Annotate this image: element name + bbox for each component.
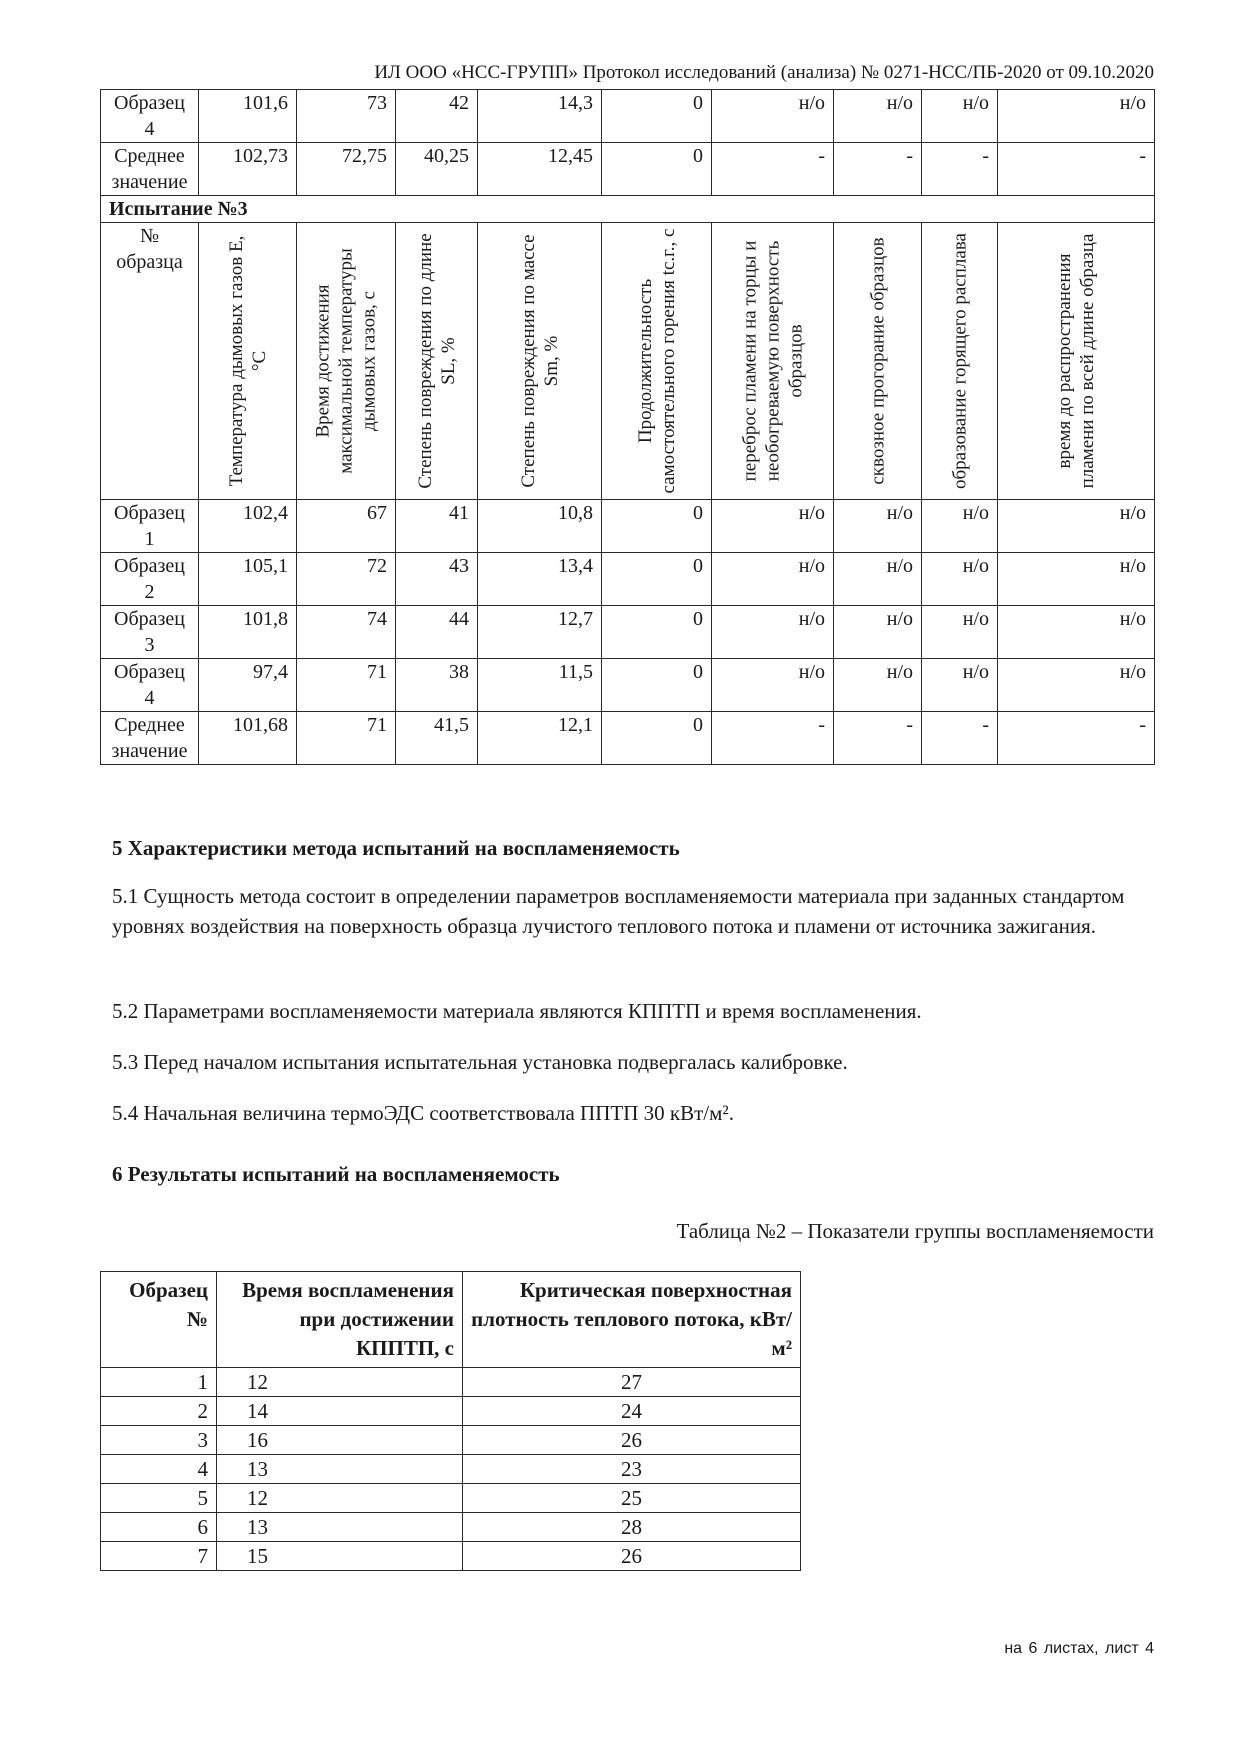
- cell-value: н/о: [834, 659, 922, 712]
- cell-value: 13: [217, 1455, 463, 1484]
- cell-value: -: [712, 712, 834, 765]
- table-row: [101, 606, 1155, 659]
- rotated-column-header: [712, 223, 834, 500]
- cell-value: 71: [297, 712, 396, 765]
- cell-value: 12,1: [478, 712, 602, 765]
- section-title: Испытание №3: [101, 196, 1155, 223]
- cell-value: 12,45: [478, 143, 602, 196]
- table-2-caption: Таблица №2 – Показатели группы воспламеняемости: [676, 1219, 1154, 1243]
- cell-value: 27: [463, 1368, 801, 1397]
- page-footer: на 6 листах, лист 4: [1004, 1640, 1154, 1657]
- sample-label: Образец 4: [101, 659, 199, 712]
- cell-value: 4: [101, 1455, 217, 1484]
- cell-value: н/о: [712, 606, 834, 659]
- cell-value: 73: [297, 90, 396, 143]
- column-header-row: [101, 223, 1155, 500]
- rotated-header-box: [199, 223, 296, 499]
- cell-value: 43: [396, 553, 478, 606]
- flammability-table: [100, 1271, 801, 1571]
- section-row: [101, 196, 1155, 223]
- cell-value: -: [834, 143, 922, 196]
- cell-value: 12: [217, 1368, 463, 1397]
- rotated-header-box: [834, 223, 921, 499]
- rotated-header-box: [922, 223, 997, 499]
- table-row: [101, 1397, 801, 1426]
- cell-value: 101,68: [199, 712, 297, 765]
- cell-value: -: [922, 712, 998, 765]
- cell-value: 15: [217, 1542, 463, 1571]
- cell-value: 3: [101, 1426, 217, 1455]
- cell-value: 102,4: [199, 500, 297, 553]
- paragraph-5-1: 5.1 Сущность метода состоит в определении параметров воспламеняемости материала при заданных стандартом уровнях воздействия на поверхность образца лучистого теплового потока и пламени от источника зажигания.: [112, 884, 1125, 938]
- table-row: [101, 90, 1155, 143]
- sample-label: Среднее значение: [101, 143, 199, 196]
- table-row: [101, 1455, 801, 1484]
- cell-value: н/о: [998, 553, 1155, 606]
- cell-value: 12,7: [478, 606, 602, 659]
- rotated-header-text: Температура дымовых газов E, °C: [225, 235, 270, 487]
- cell-value: н/о: [834, 553, 922, 606]
- cell-value: 71: [297, 659, 396, 712]
- table-row: [101, 500, 1155, 553]
- sample-label: Образец 1: [101, 500, 199, 553]
- cell-value: 14: [217, 1397, 463, 1426]
- cell-value: н/о: [922, 500, 998, 553]
- rotated-header-text: Степень повреждения по длине SL, %: [414, 233, 459, 489]
- cell-value: н/о: [922, 553, 998, 606]
- rotated-header-box: [998, 223, 1154, 499]
- cell-value: 28: [463, 1513, 801, 1542]
- rotated-header-box: [602, 223, 711, 499]
- paragraph-5-2: 5.2 Параметрами воспламеняемости материала являются КППТП и время воспламенения.: [112, 999, 922, 1023]
- cell-value: 102,73: [199, 143, 297, 196]
- cell-value: 26: [463, 1426, 801, 1455]
- paragraph-5-3: 5.3 Перед началом испытания испытательная установка подвергалась калибровке.: [112, 1050, 848, 1074]
- rotated-header-text: Время достижения максимальной температуры дымовых газов, с: [312, 248, 380, 474]
- cell-value: н/о: [712, 553, 834, 606]
- section-5-title: 5 Характеристики метода испытаний на воспламеняемость: [112, 836, 680, 860]
- cell-value: 26: [463, 1542, 801, 1571]
- cell-value: н/о: [998, 606, 1155, 659]
- rotated-header-box: [297, 223, 395, 499]
- cell-value: н/о: [922, 606, 998, 659]
- table-row: [101, 659, 1155, 712]
- cell-value: -: [922, 143, 998, 196]
- cell-value: 11,5: [478, 659, 602, 712]
- paragraph-5-4: 5.4 Начальная величина термоЭДС соответствовала ППТП 30 кВт/м².: [112, 1101, 734, 1125]
- rotated-column-header: [297, 223, 396, 500]
- table-row: [101, 1426, 801, 1455]
- flammability-body: [101, 1368, 801, 1571]
- header-sample-number: Образец №: [101, 1272, 217, 1368]
- cell-value: 25: [463, 1484, 801, 1513]
- test-results-table: [100, 89, 1155, 765]
- sample-label: Образец 3: [101, 606, 199, 659]
- rotated-column-header: [199, 223, 297, 500]
- cell-value: 105,1: [199, 553, 297, 606]
- cell-value: 24: [463, 1397, 801, 1426]
- sample-label: Образец 4: [101, 90, 199, 143]
- table-row: [101, 553, 1155, 606]
- cell-value: 0: [602, 143, 712, 196]
- table-row: [101, 1368, 801, 1397]
- cell-value: -: [834, 712, 922, 765]
- cell-value: 14,3: [478, 90, 602, 143]
- cell-value: 0: [602, 553, 712, 606]
- cell-value: 0: [602, 500, 712, 553]
- rotated-column-header: [834, 223, 922, 500]
- cell-value: 5: [101, 1484, 217, 1513]
- rotated-column-header: [922, 223, 998, 500]
- header-critical-heat-flux: Критическая поверхностная плотность теплового потока, кВт/м²: [463, 1272, 801, 1368]
- cell-value: н/о: [834, 500, 922, 553]
- cell-value: 6: [101, 1513, 217, 1542]
- cell-value: н/о: [998, 90, 1155, 143]
- table-row: [101, 1542, 801, 1571]
- cell-value: н/о: [834, 90, 922, 143]
- cell-value: 13,4: [478, 553, 602, 606]
- rotated-column-header: [396, 223, 478, 500]
- test-results-body: [101, 90, 1155, 765]
- rotated-column-header: [478, 223, 602, 500]
- rotated-header-box: [396, 223, 477, 499]
- cell-value: 0: [602, 606, 712, 659]
- rotated-header-text: сквозное прогорание образцов: [867, 237, 888, 485]
- cell-value: н/о: [834, 606, 922, 659]
- flammability-header-row: [101, 1272, 801, 1368]
- cell-value: 38: [396, 659, 478, 712]
- cell-value: 13: [217, 1513, 463, 1542]
- table-row: [101, 712, 1155, 765]
- cell-value: 0: [602, 90, 712, 143]
- cell-value: -: [998, 143, 1155, 196]
- document-header: ИЛ ООО «НСС-ГРУПП» Протокол исследований (анализа) № 0271-НСС/ПБ-2020 от 09.10.2020: [374, 62, 1154, 83]
- header-sample-number: № образца: [101, 223, 199, 500]
- rotated-header-text: образование горящего расплава: [949, 233, 970, 489]
- rotated-header-text: время до распространения пламени по всей длине образца: [1054, 233, 1098, 489]
- cell-value: н/о: [922, 90, 998, 143]
- cell-value: н/о: [712, 90, 834, 143]
- cell-value: 101,8: [199, 606, 297, 659]
- cell-value: 0: [602, 659, 712, 712]
- cell-value: 41: [396, 500, 478, 553]
- cell-value: 101,6: [199, 90, 297, 143]
- sample-label: Образец 2: [101, 553, 199, 606]
- cell-value: 12: [217, 1484, 463, 1513]
- cell-value: 40,25: [396, 143, 478, 196]
- cell-value: н/о: [998, 500, 1155, 553]
- cell-value: 0: [602, 712, 712, 765]
- cell-value: 72: [297, 553, 396, 606]
- section-6-title: 6 Результаты испытаний на воспламеняемость: [112, 1162, 560, 1186]
- rotated-header-text: переброс пламени на торцы и необогреваемую поверхность образцов: [739, 240, 806, 482]
- cell-value: 2: [101, 1397, 217, 1426]
- cell-value: 1: [101, 1368, 217, 1397]
- table-row: [101, 1513, 801, 1542]
- cell-value: -: [998, 712, 1155, 765]
- rotated-column-header: [998, 223, 1155, 500]
- cell-value: 41,5: [396, 712, 478, 765]
- cell-value: 42: [396, 90, 478, 143]
- rotated-header-box: [478, 223, 601, 499]
- cell-value: н/о: [922, 659, 998, 712]
- cell-value: 44: [396, 606, 478, 659]
- cell-value: 72,75: [297, 143, 396, 196]
- rotated-header-text: Степень повреждения по массе Sm, %: [517, 234, 562, 488]
- cell-value: 7: [101, 1542, 217, 1571]
- cell-value: 97,4: [199, 659, 297, 712]
- cell-value: 10,8: [478, 500, 602, 553]
- header-ignition-time: Время воспламенения при достижении КППТП, с: [217, 1272, 463, 1368]
- cell-value: 16: [217, 1426, 463, 1455]
- rotated-header-text: Продолжительность самостоятельного горения tс.г., с: [634, 228, 679, 494]
- sample-label: Среднее значение: [101, 712, 199, 765]
- cell-value: 23: [463, 1455, 801, 1484]
- cell-value: 74: [297, 606, 396, 659]
- cell-value: н/о: [712, 659, 834, 712]
- table-row: [101, 143, 1155, 196]
- table-row: [101, 1484, 801, 1513]
- cell-value: -: [712, 143, 834, 196]
- rotated-column-header: [602, 223, 712, 500]
- cell-value: 67: [297, 500, 396, 553]
- cell-value: н/о: [998, 659, 1155, 712]
- cell-value: н/о: [712, 500, 834, 553]
- rotated-header-box: [712, 223, 833, 499]
